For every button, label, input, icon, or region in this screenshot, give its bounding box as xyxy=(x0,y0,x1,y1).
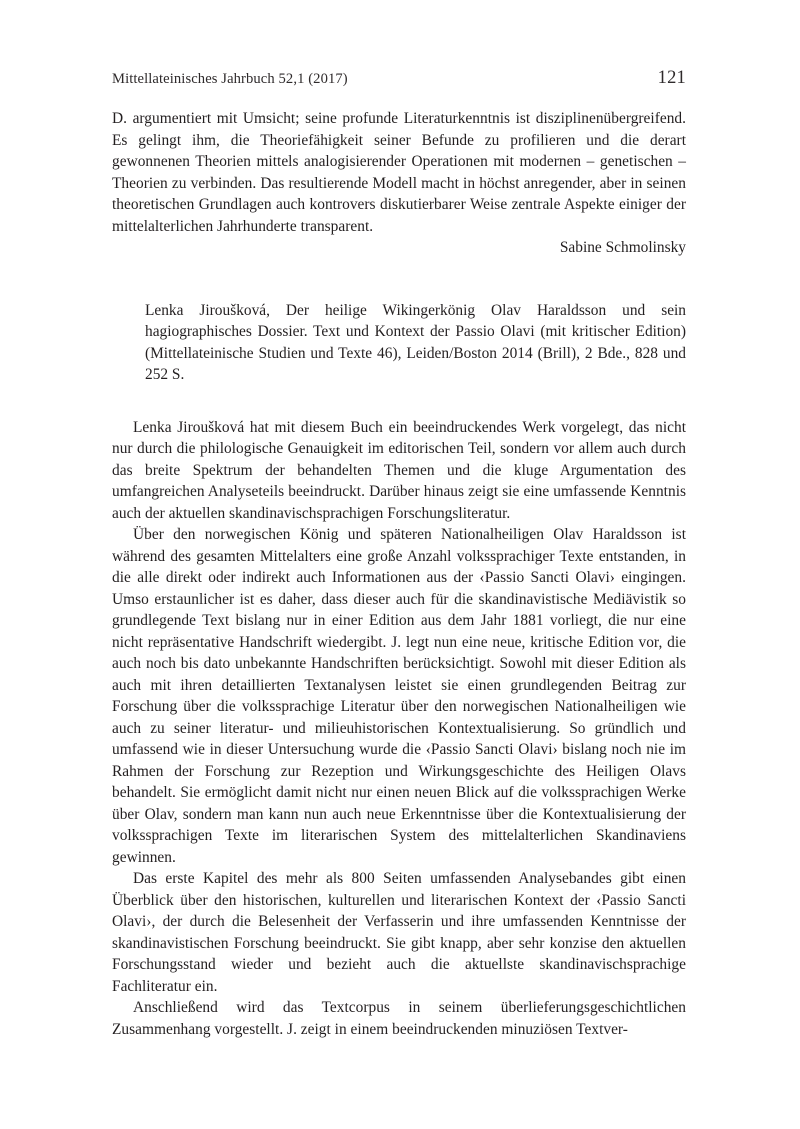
paragraph-2: Über den norwegischen König und späteren Nationalheiligen Olav Haraldsson ist während des gesamten Mittelalters eine große Anzahl volkssprachiger Texte entstanden, in die alle direkt oder indirekt auch Informationen aus der ‹Passio Sancti Olavi› eingingen. Umso erstaunlicher ist es daher, dass dieser auch für die skandinavistische Mediävistik so grundlegende Text bislang nur in einer Edition aus dem Jahr 1881 vorliegt, die nur eine nicht repräsentative Handschrift wiedergibt. J. legt nun eine neue, kritische Edition vor, die auch noch bis dato unbekannte Handschriften berücksichtigt. Sowohl mit dieser Edition als auch mit ihren detaillierten Textanalysen leistet sie einen grundlegenden Beitrag zur Forschung über die volkssprachige Literatur über den norwegischen Nationalheiligen wie auch zu seiner literatur- und milieuhistorischen Kontextualisierung. So gründlich und umfassend wie in dieser Untersuchung wurde die ‹Passio Sancti Olavi› bislang noch nie im Rahmen der Forschung zur Rezeption und Wirkungsgeschichte des Heiligen Olavs behandelt. Sie ermöglicht damit nicht nur einen neuen Blick auf die volkssprachigen Werke über Olav, sondern man kann nun auch neue Erkenntnisse über die Kontextualisierung der volkssprachigen Texte im literarischen System des mittelalterlichen Skandinaviens gewinnen. xyxy=(112,526,686,866)
paragraph-3: Das erste Kapitel des mehr als 800 Seiten umfassenden Analysebandes gibt einen Überblick über den historischen, kulturellen und literarischen Kontext der ‹Passio Sancti Olavi›, der durch die Belesenheit der Verfasserin und ihre umfassenden Kenntnisse der skandinavistischen Forschung beeindruckt. Sie gibt knapp, aber sehr konzise den aktuellen Forschungsstand wieder und bezieht auch die aktuellste skandinavischsprachige Fachliteratur ein. xyxy=(112,870,686,995)
paragraph-4: Anschließend wird das Textcorpus in seinem überlieferungsgeschichtlichen Zusammenhang vorgestellt. J. zeigt in einem beeindruckenden minuziösen Textver- xyxy=(112,999,686,1038)
journal-title: Mittellateinisches Jahrbuch 52,1 (2017) xyxy=(112,71,348,87)
block-spacer-top xyxy=(112,259,686,300)
bibliographic-citation: Lenka Jiroušková, Der heilige Wikingerkönig Olav Haraldsson und sein hagiographisches Dossier. Text und Kontext der Passio Olavi (mit kritischer Edition) (Mittellateinische Studien und Texte 46), Leiden/Boston 2014 (Brill), 2 Bde., 828 und 252 S. xyxy=(145,301,686,383)
block-spacer-bottom xyxy=(112,386,686,417)
text-column xyxy=(112,108,686,1040)
page-number: 121 xyxy=(657,68,686,88)
paragraph-previous-review: D. argumentiert mit Umsicht; seine profunde Literaturkenntnis ist disziplinenübergreifend. Es gelingt ihm, die Theoriefähigkeit seiner Befunde zu profilieren und die derart gewonnenen Theorien mittels analogisierender Operationen mit modernen – genetischen – Theorien zu verbinden. Das resultierende Modell macht in höchst anregender, aber in seinen theoretischen Grundlagen auch kontrovers diskutierbarer Weise zentrale Aspekte einiger der mittelalterlichen Jahrhunderte transparent. xyxy=(112,110,686,235)
paragraph-1: Lenka Jiroušková hat mit diesem Buch ein beeindruckendes Werk vorgelegt, das nicht nur durch die philologische Genauigkeit im editorischen Teil, sondern vor allem auch durch das breite Spektrum der behandelten Themen und die kluge Argumentation des umfangreichen Analyseteils beeindruckt. Darüber hinaus zeigt sie eine umfassende Kenntnis auch der aktuellen skandinavischsprachigen Forschungsliteratur. xyxy=(112,418,686,522)
reviewer-signature: Sabine Schmolinsky xyxy=(559,239,686,256)
running-head xyxy=(112,68,686,89)
